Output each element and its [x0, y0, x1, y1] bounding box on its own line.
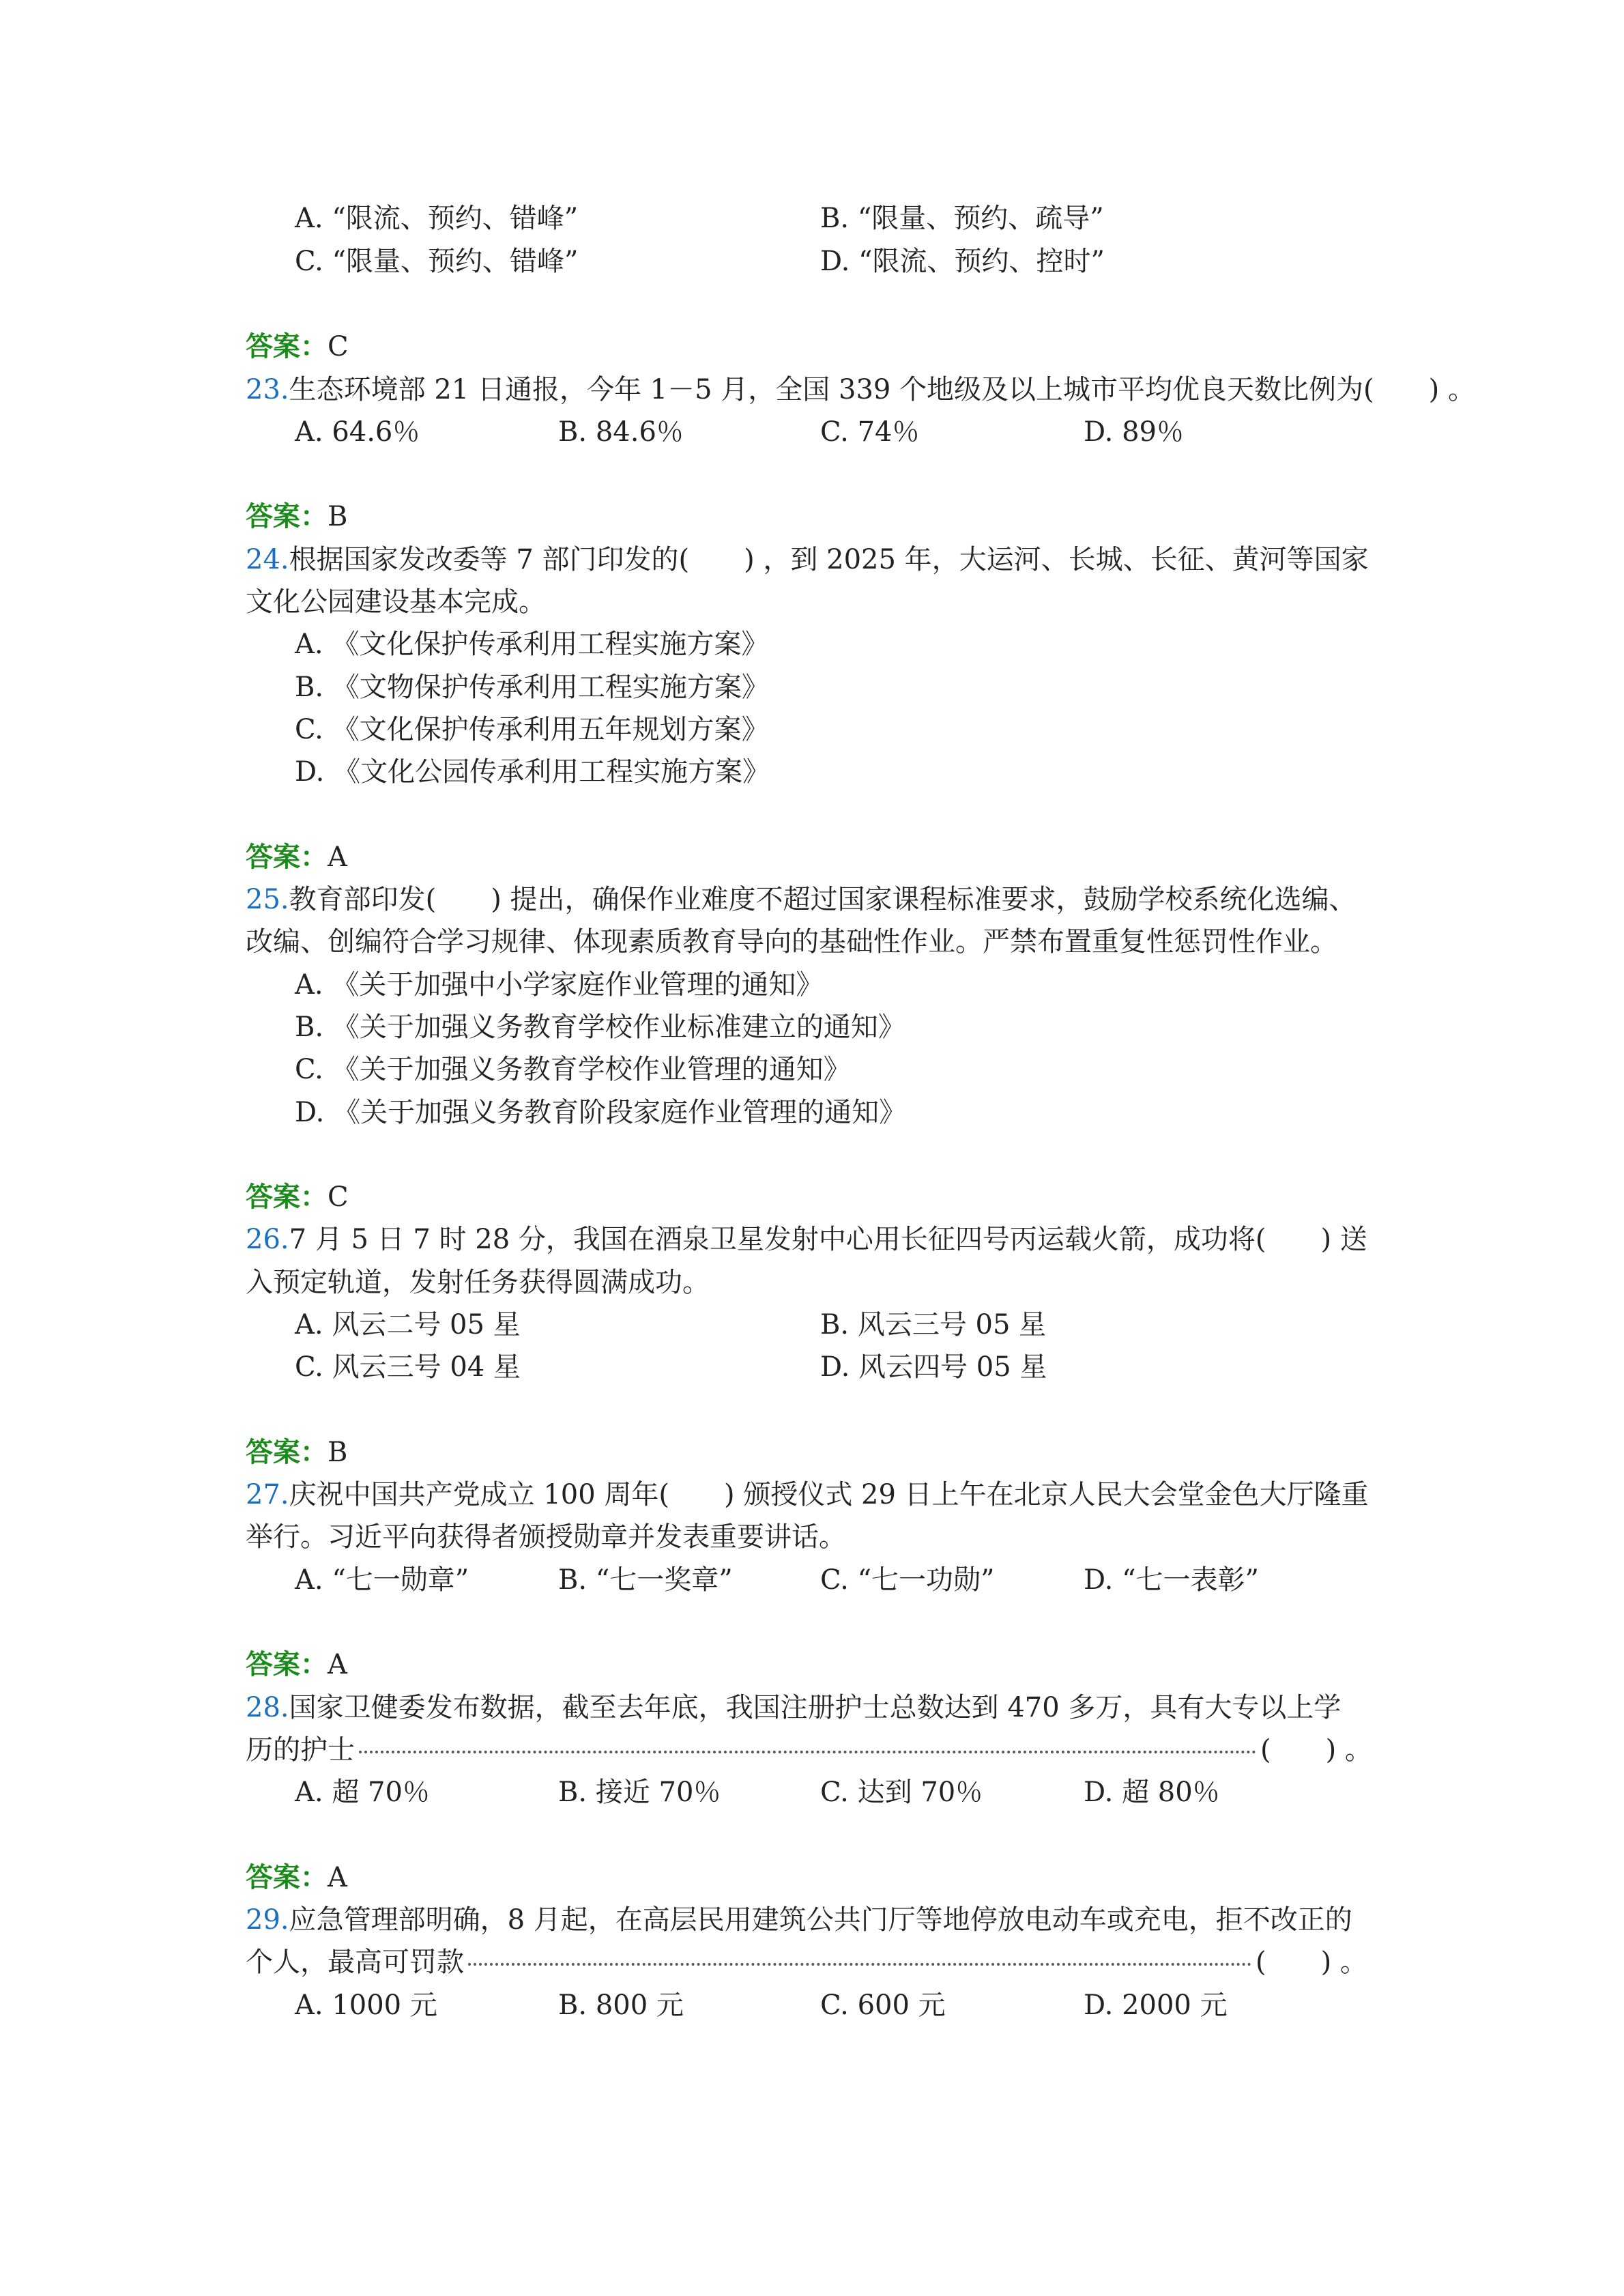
q28-option-b: B. 接近 70％	[558, 1777, 721, 1808]
q26-option-a: A. 风云二号 05 星	[295, 1309, 521, 1340]
answer-value: A	[328, 1649, 347, 1680]
answer-label: 答案：	[246, 1436, 328, 1468]
q26-option-d: D. 风云四号 05 星	[820, 1351, 1047, 1383]
q27-option-a: A. “七一勋章”	[295, 1564, 469, 1596]
answer-value: C	[328, 1181, 349, 1213]
q22-option-d: D. “限流、预约、控时”	[820, 246, 1105, 277]
answer-28	[246, 1856, 347, 1899]
question-number: 25.	[246, 884, 289, 915]
answer-25	[246, 1176, 349, 1218]
q23-option-b: B. 84.6％	[558, 416, 684, 448]
question-text: 7 月 5 日 7 时 28 分，我国在酒泉卫星发射中心用长征四号丙运载火箭，成功将( ) 送	[289, 1224, 1367, 1255]
question-number: 27.	[246, 1479, 289, 1510]
answer-23	[246, 496, 347, 538]
blank-bracket: ( ) 。	[1256, 1947, 1367, 1978]
q23-option-d: D. 89％	[1084, 416, 1184, 448]
q24-option-b: B. 《文物保护传承利用工程实施方案》	[295, 672, 769, 703]
q22-option-a: A. “限流、预约、错峰”	[295, 203, 579, 234]
answer-27	[246, 1644, 347, 1686]
answer-value: B	[328, 501, 348, 532]
answer-value: B	[328, 1437, 348, 1468]
question-number: 26.	[246, 1224, 289, 1255]
blank-bracket: ( ) 。	[1260, 1734, 1372, 1766]
question-23	[246, 369, 1475, 411]
q25-option-c: C. 《关于加强义务教育学校作业管理的通知》	[295, 1054, 851, 1085]
q28-option-d: D. 超 80％	[1084, 1777, 1220, 1808]
question-29	[246, 1899, 1352, 1941]
question-25-line-2: 改编、创编符合学习规律、体现素质教育导向的基础性作业。严禁布置重复性惩罚性作业。	[246, 926, 1337, 958]
answer-label: 答案：	[246, 1861, 328, 1893]
question-27	[246, 1474, 1369, 1516]
answer-label: 答案：	[246, 1648, 328, 1680]
q28-option-c: C. 达到 70％	[820, 1777, 983, 1808]
question-28	[246, 1687, 1341, 1729]
q27-option-d: D. “七一表彰”	[1084, 1564, 1259, 1596]
question-29-line-2	[246, 1941, 1367, 1983]
q28-option-a: A. 超 70％	[295, 1777, 430, 1808]
q23-option-c: C. 74％	[820, 416, 920, 448]
q23-option-a: A. 64.6％	[295, 416, 420, 448]
question-text: 应急管理部明确，8 月起，在高层民用建筑公共门厅等地停放电动车或充电，拒不改正的	[289, 1904, 1352, 1936]
answer-label: 答案：	[246, 330, 328, 362]
question-text: 国家卫健委发布数据，截至去年底，我国注册护士总数达到 470 多万，具有大专以上学	[289, 1692, 1342, 1723]
answer-22	[246, 326, 349, 368]
question-number: 29.	[246, 1904, 289, 1936]
q29-option-d: D. 2000 元	[1084, 1990, 1228, 2021]
q24-option-c: C. 《文化保护传承利用五年规划方案》	[295, 714, 769, 745]
question-text: 庆祝中国共产党成立 100 周年( ) 颁授仪式 29 日上午在北京人民大会堂金色大厅隆重	[289, 1479, 1369, 1510]
answer-value: A	[328, 1862, 347, 1893]
answer-value: A	[328, 842, 347, 873]
q29-option-a: A. 1000 元	[295, 1990, 437, 2021]
q22-option-b: B. “限量、预约、疏导”	[820, 203, 1104, 234]
q22-option-c: C. “限量、预约、错峰”	[295, 246, 579, 277]
answer-label: 答案：	[246, 1181, 328, 1213]
q25-option-b: B. 《关于加强义务教育学校作业标准建立的通知》	[295, 1011, 905, 1043]
q24-option-d: D. 《文化公园传承利用工程实施方案》	[295, 756, 770, 788]
question-24-line-2: 文化公园建设基本完成。	[246, 586, 546, 618]
q27-option-c: C. “七一功勋”	[820, 1564, 995, 1596]
dotted-leader	[359, 1751, 1256, 1753]
q24-option-a: A. 《文化保护传承利用工程实施方案》	[295, 629, 769, 660]
answer-label: 答案：	[246, 841, 328, 873]
question-number: 23.	[246, 374, 289, 405]
q27-option-b: B. “七一奖章”	[558, 1564, 733, 1596]
question-24	[246, 539, 1369, 581]
question-text: 教育部印发( ) 提出，确保作业难度不超过国家课程标准要求，鼓励学校系统化选编、	[289, 884, 1357, 915]
dotted-leader	[468, 1963, 1251, 1966]
q26-option-c: C. 风云三号 04 星	[295, 1351, 521, 1383]
question-26-line-2: 入预定轨道，发射任务获得圆满成功。	[246, 1267, 710, 1298]
question-27-line-2: 举行。习近平向获得者颁授勋章并发表重要讲话。	[246, 1521, 846, 1553]
q25-option-d: D. 《关于加强义务教育阶段家庭作业管理的通知》	[295, 1097, 907, 1128]
question-25	[246, 878, 1357, 921]
answer-value: C	[328, 331, 349, 362]
q25-option-a: A. 《关于加强中小学家庭作业管理的通知》	[295, 969, 824, 1001]
question-number: 28.	[246, 1692, 289, 1723]
q29-option-b: B. 800 元	[558, 1990, 684, 2021]
answer-26	[246, 1431, 347, 1474]
answer-24	[246, 836, 347, 878]
q29-option-c: C. 600 元	[820, 1990, 946, 2021]
question-text-start: 个人，最高可罚款	[246, 1947, 464, 1978]
question-26	[246, 1218, 1367, 1261]
question-text: 生态环境部 21 日通报，今年 1－5 月，全国 339 个地级及以上城市平均优良天数比例为( ) 。	[289, 374, 1475, 405]
question-28-line-2	[246, 1729, 1372, 1771]
question-number: 24.	[246, 544, 289, 575]
question-text-start: 历的护士	[246, 1734, 355, 1766]
answer-label: 答案：	[246, 500, 328, 532]
q26-option-b: B. 风云三号 05 星	[820, 1309, 1047, 1340]
question-text: 根据国家发改委等 7 部门印发的( ) ，到 2025 年，大运河、长城、长征、黄河等国家	[289, 544, 1369, 575]
